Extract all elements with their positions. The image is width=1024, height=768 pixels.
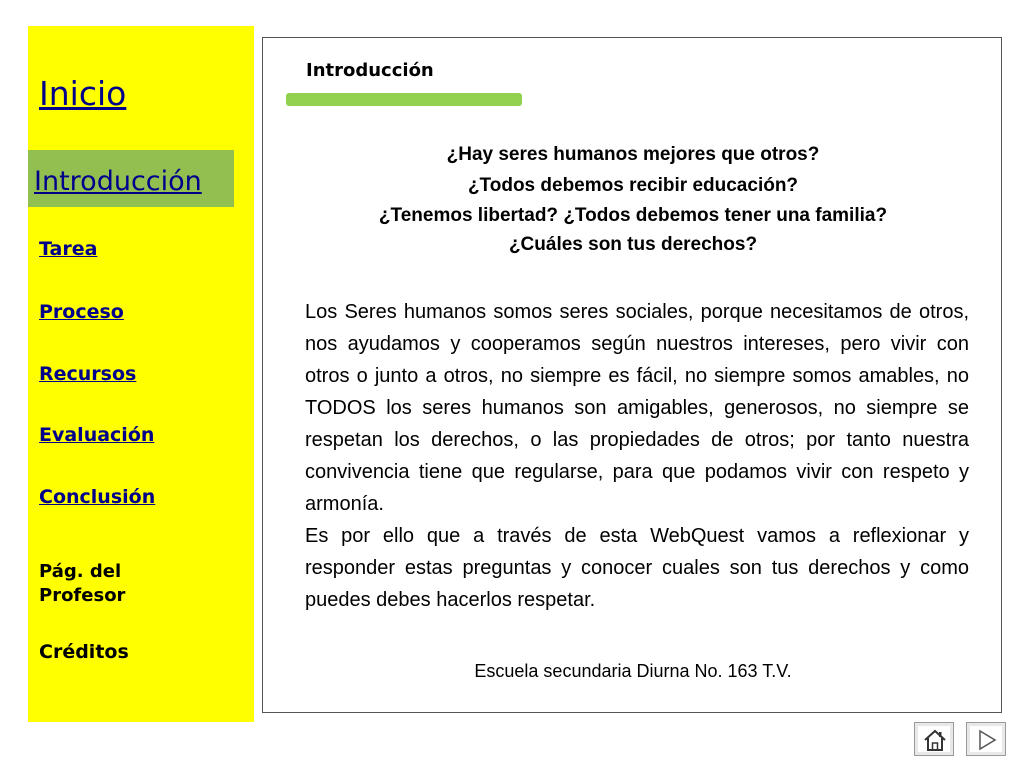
home-icon bbox=[915, 723, 955, 757]
intro-paragraph: Es por ello que a través de esta WebQuest vamos a reflexionar y responder estas preguntas y conocer cuales son tus derechos y como puedes debes hacerlos respetar. bbox=[305, 525, 969, 611]
section-title: Introducción bbox=[306, 60, 434, 81]
nav-link-evaluacion[interactable]: Evaluación bbox=[39, 424, 155, 446]
school-footer: Escuela secundaria Diurna No. 163 T.V. bbox=[474, 661, 792, 681]
title-underline-bar bbox=[286, 93, 522, 106]
next-button[interactable] bbox=[966, 722, 1006, 756]
question-line: ¿Hay seres humanos mejores que otros? bbox=[446, 144, 820, 165]
nav-item-creditos[interactable]: Créditos bbox=[39, 641, 129, 663]
question-line: ¿Tenemos libertad? ¿Todos debemos tener una familia? bbox=[378, 205, 888, 226]
question-line: ¿Cuáles son tus derechos? bbox=[508, 234, 758, 255]
questions-block bbox=[283, 139, 983, 259]
nav-link-conclusion[interactable]: Conclusión bbox=[39, 486, 156, 508]
content-panel bbox=[262, 37, 1002, 713]
nav-link-inicio[interactable]: Inicio bbox=[39, 74, 127, 113]
nav-item-pagina-profesor[interactable]: Pág. del Profesor bbox=[39, 561, 126, 606]
intro-paragraph: Los Seres humanos somos seres sociales, porque necesitamos de otros, nos ayudamos y cooperamos según nuestros intereses, pero vivir con otros o junto a otros, no siempre es fácil, no siempre somos amables, no TODOS los seres humanos son amigables, generosos, no siempre se respetan los derechos, o las propiedades de otros; por tanto nuestra convivencia tiene que regularse, para que podamos vivir con respeto y armonía. bbox=[305, 301, 969, 515]
play-next-icon bbox=[967, 723, 1007, 757]
nav-link-recursos[interactable]: Recursos bbox=[39, 363, 137, 385]
question-line: ¿Todos debemos recibir educación? bbox=[467, 175, 799, 196]
home-button[interactable] bbox=[914, 722, 954, 756]
intro-body bbox=[305, 296, 969, 616]
nav-link-introduccion[interactable]: Introducción bbox=[34, 166, 202, 197]
sidebar-nav bbox=[28, 26, 254, 722]
nav-link-tarea[interactable]: Tarea bbox=[39, 238, 98, 260]
nav-link-proceso[interactable]: Proceso bbox=[39, 301, 124, 323]
